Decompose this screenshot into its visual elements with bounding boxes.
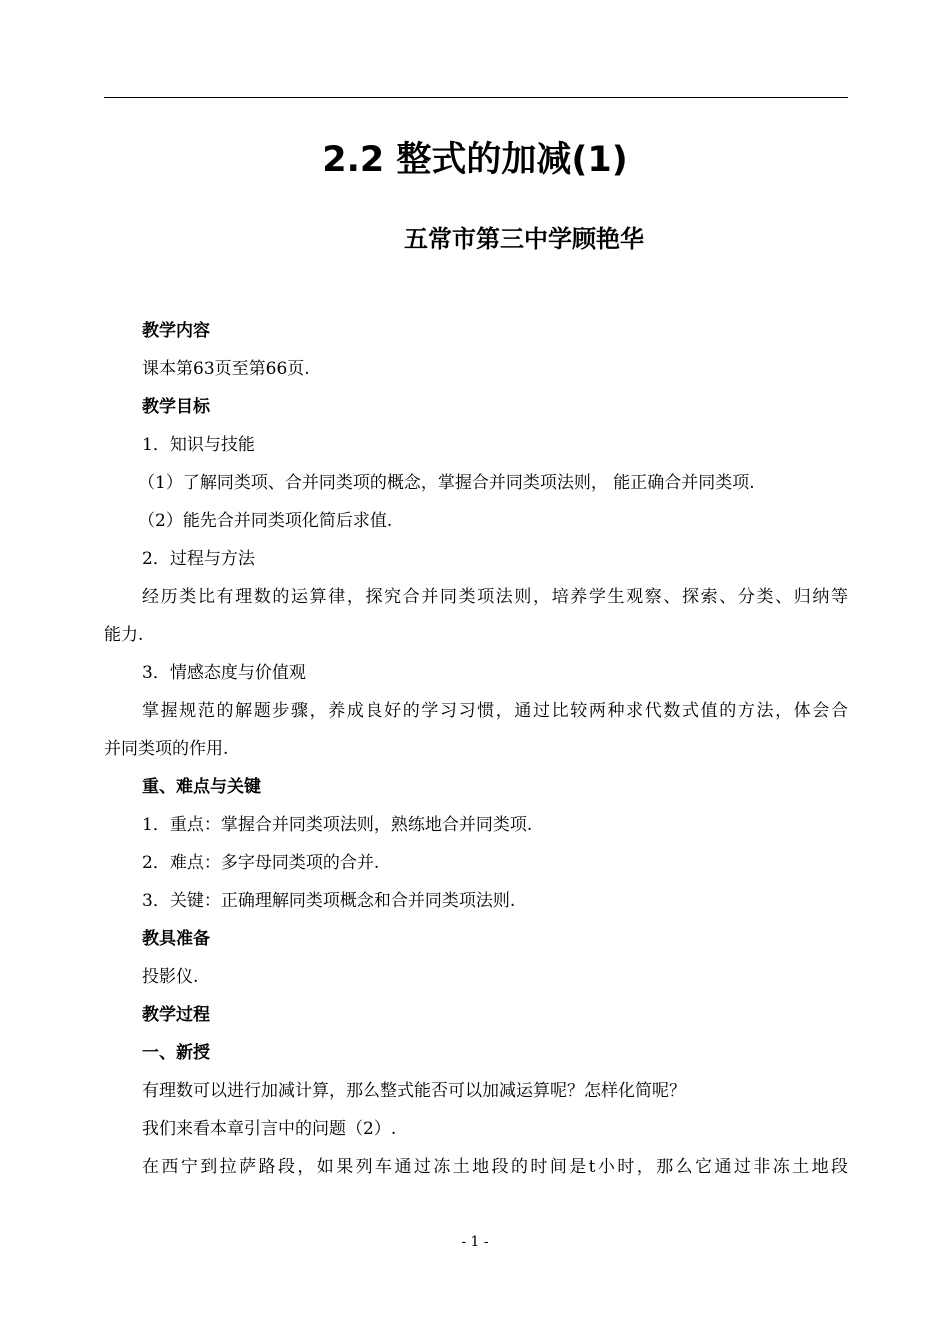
key-point-3: 3．关键：正确理解同类项概念和合并同类项法则. [142,891,516,911]
paragraph-new-2: 我们来看本章引言中的问题（2）. [142,1119,397,1139]
document-author: 五常市第三中学顾艳华 [404,225,644,253]
paragraph-new-1: 有理数可以进行加减计算，那么整式能否可以加减运算呢？怎样化简呢？ [142,1081,686,1101]
goal3-text-line1: 掌握规范的解题步骤，养成良好的学习习惯，通过比较两种求代数式值的方法，体会合 [142,701,848,721]
goal2-heading: 2．过程与方法 [142,549,255,569]
document-title: 2.2 整式的加减(1) [322,140,628,180]
header-rule [104,97,848,98]
paragraph-tools: 投影仪. [142,967,199,987]
goal3-text-line2: 并同类项的作用. [104,739,229,759]
goal2-text-line2: 能力. [104,625,144,645]
section-heading-content: 教学内容 [142,321,210,341]
key-point-2: 2．难点：多字母同类项的合并. [142,853,380,873]
document-body [104,312,848,1186]
paragraph-new-3: 在西宁到拉萨路段，如果列车通过冻土地段的时间是t小时，那么它通过非冻土地段 [142,1157,848,1177]
section-heading-goals: 教学目标 [142,397,210,417]
section-heading-process: 教学过程 [142,1005,210,1025]
goal1-item2: （2）能先合并同类项化简后求值. [138,511,393,531]
goal3-heading: 3．情感态度与价值观 [142,663,306,683]
goal1-item1: （1）了解同类项、合并同类项的概念，掌握合并同类项法则， 能正确合并同类项. [138,473,755,493]
subsection-heading-new: 一、新授 [142,1043,210,1063]
goal1-heading: 1．知识与技能 [142,435,255,455]
paragraph-content: 课本第63页至第66页. [142,359,310,379]
page-number: - 1 - [461,1234,489,1250]
section-heading-tools: 教具准备 [142,929,210,949]
section-heading-key: 重、难点与关键 [142,777,261,797]
key-point-1: 1．重点：掌握合并同类项法则，熟练地合并同类项. [142,815,533,835]
goal2-text-line1: 经历类比有理数的运算律，探究合并同类项法则，培养学生观察、探索、分类、归纳等 [142,587,848,607]
